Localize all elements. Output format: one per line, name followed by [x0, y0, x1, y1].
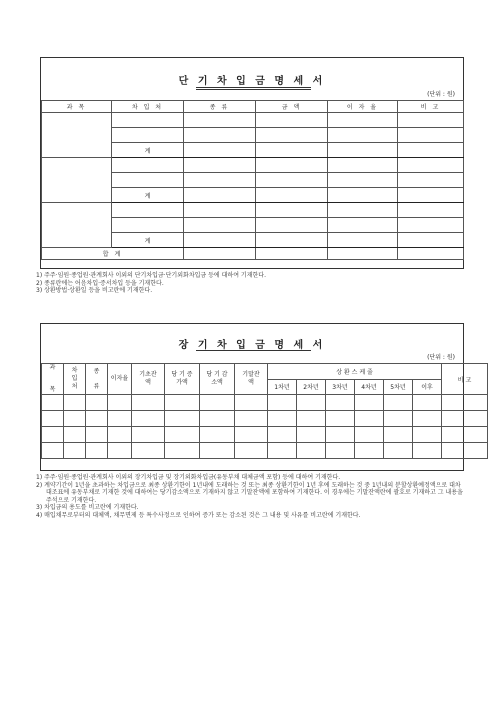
header-type: 종 류 [184, 101, 256, 113]
table-row [42, 443, 488, 459]
note-item: 2) 종류란에는 어음차입·증서차입 등을 기재한다. [36, 279, 164, 287]
table-row [42, 411, 488, 427]
note-item: 3) 차입금의 용도를 비고란에 기재한다. [36, 504, 139, 511]
header-year-2: 2차년 [297, 379, 326, 395]
title-underline [196, 89, 311, 90]
short-term-table [41, 100, 464, 260]
header-opening-balance: 기초잔액 [132, 364, 165, 395]
header-repayment-schedule: 상 환 스 케 줄 [268, 364, 442, 380]
header-year-3: 3차년 [326, 379, 355, 395]
title-underline [196, 350, 311, 351]
note-item: 3) 상환방법·상환일 등을 비고란에 기재한다. [36, 287, 153, 294]
note-item: 4) 매입채무로부터의 대체액, 채무면제 등 특수사정으로 인하여 증가 또는 감소된 것은 그 내용 및 사유를 비고란에 기재한다. [36, 511, 361, 519]
subtotal-label: 계 [112, 233, 184, 248]
table-row [42, 158, 464, 173]
header-lender: 차입처 [64, 364, 86, 395]
header-year-5: 5차년 [384, 379, 413, 395]
total-label: 합 계 [42, 248, 184, 260]
short-term-title: 단 기 차 입 금 명 세 서 [178, 76, 326, 87]
unit-label: (단위 : 원) [427, 354, 455, 361]
note-item: 2) 계약기간이 1년을 초과하는 차입금으로 최종 상환기한이 1년내에 도래하는 것 또는 최종 상환기한이 1년 후에 도래하는 것 중 1년내의 분할상환예정액으로 대차대조표에 유동부채로 기재한 것에 대하여는 당기감소액으로 기재하지 않고 기말잔액에 포함하여 기재한다. 이 경우에는 기말잔액란에 괄호로 기재하고 그 내용을 주석으로 기재한다. [36, 481, 463, 504]
header-subject: 과 목 [42, 364, 64, 395]
subtotal-label: 계 [112, 188, 184, 203]
header-decrease: 당 기 감소액 [200, 364, 235, 395]
header-remarks: 비 고 [398, 101, 464, 113]
header-year-after: 이후 [413, 379, 442, 395]
subject-cell[interactable] [42, 203, 112, 248]
header-type: 종 류 [86, 364, 108, 395]
short-term-notes [36, 272, 466, 295]
header-lender: 차 입 처 [112, 101, 184, 113]
long-term-table [41, 363, 488, 459]
long-term-title: 장 기 차 입 금 명 세 서 [178, 340, 326, 351]
table-row [42, 203, 464, 218]
header-year-1: 1차년 [268, 379, 297, 395]
total-row [42, 248, 464, 260]
subject-cell[interactable] [42, 158, 112, 203]
title-underline [196, 87, 311, 88]
header-subject: 과 목 [42, 101, 112, 113]
note-item: 1) 주주·임원·종업원·관계회사 이외의 단기차입금·단기외화차입금 등에 대하여 기재한다. [36, 272, 266, 279]
subject-cell[interactable] [42, 113, 112, 158]
header-remarks: 비 고 [442, 364, 488, 395]
subtotal-label: 계 [112, 143, 184, 158]
long-term-notes [36, 474, 466, 519]
table-row [42, 427, 488, 443]
table-row [42, 113, 464, 128]
header-year-4: 4차년 [355, 379, 384, 395]
header-amount: 금 액 [256, 101, 328, 113]
long-term-borrowings-form [40, 323, 472, 471]
header-closing-balance: 기말잔액 [235, 364, 268, 395]
header-interest-rate: 이 자 율 [328, 101, 398, 113]
note-item: 1) 주주·임원·종업원·관계회사 이외의 장기차입금 및 장기외화차입금(유동부채 대체금액 포함) 등에 대하여 기재한다. [36, 474, 341, 481]
table-row [42, 395, 488, 411]
header-interest-rate: 이자율 [108, 364, 132, 395]
header-increase: 당 기 증가액 [165, 364, 200, 395]
short-term-borrowings-form [40, 57, 464, 269]
unit-label: (단위 : 원) [427, 91, 455, 98]
